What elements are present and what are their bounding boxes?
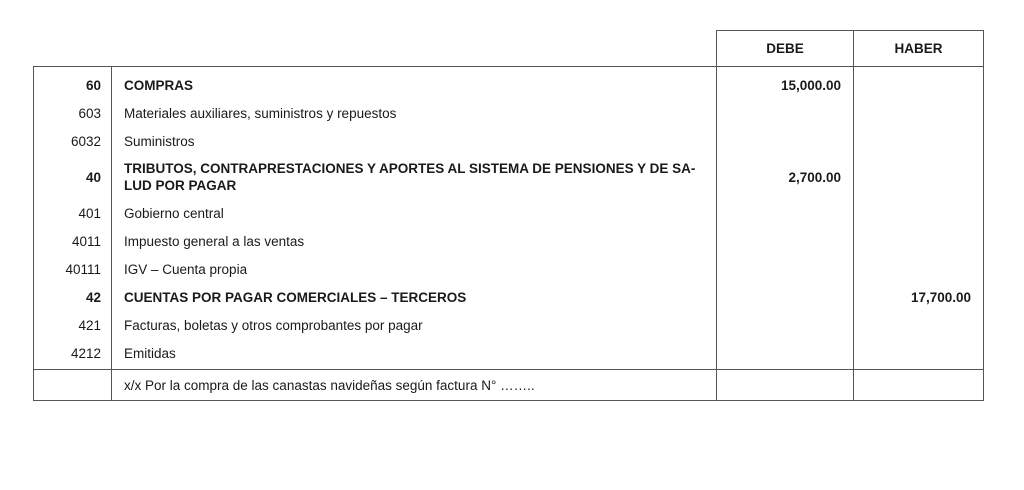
journal-entry-sheet (33, 30, 983, 401)
haber-amount (854, 155, 984, 199)
account-code: 4212 (34, 339, 112, 370)
header-blank-code (34, 31, 112, 67)
account-code: 42 (34, 283, 112, 311)
account-description: Impuesto general a las ventas (112, 227, 717, 255)
debe-amount (717, 311, 854, 339)
account-code: 60 (34, 67, 112, 100)
account-code: 401 (34, 199, 112, 227)
haber-amount (854, 255, 984, 283)
account-row (34, 155, 984, 199)
gloss-debe (717, 370, 854, 401)
debe-amount (717, 99, 854, 127)
header-row (34, 31, 984, 67)
gloss-haber (854, 370, 984, 401)
debe-amount: 2,700.00 (717, 155, 854, 199)
haber-amount (854, 339, 984, 370)
haber-amount (854, 67, 984, 100)
debe-amount (717, 283, 854, 311)
account-row (34, 99, 984, 127)
account-row (34, 127, 984, 155)
debe-amount (717, 255, 854, 283)
gloss-code (34, 370, 112, 401)
entry-gloss: x/x Por la compra de las canastas navideñas según factura N° …….. (112, 370, 717, 401)
account-description: Suministros (112, 127, 717, 155)
header-blank-desc (112, 31, 717, 67)
account-code: 4011 (34, 227, 112, 255)
debe-amount (717, 199, 854, 227)
account-description: COMPRAS (112, 67, 717, 100)
account-row (34, 67, 984, 100)
account-row (34, 283, 984, 311)
account-row (34, 199, 984, 227)
account-description: Emitidas (112, 339, 717, 370)
account-description: Gobierno central (112, 199, 717, 227)
debe-amount (717, 339, 854, 370)
account-row (34, 339, 984, 370)
debe-amount (717, 127, 854, 155)
account-row (34, 227, 984, 255)
debe-amount: 15,000.00 (717, 67, 854, 100)
haber-column-header: HABER (854, 31, 984, 67)
haber-amount (854, 127, 984, 155)
haber-amount (854, 227, 984, 255)
account-description: Materiales auxiliares, suministros y repuestos (112, 99, 717, 127)
account-description: IGV – Cuenta propia (112, 255, 717, 283)
account-row (34, 311, 984, 339)
haber-amount: 17,700.00 (854, 283, 984, 311)
account-code: 603 (34, 99, 112, 127)
debe-amount (717, 227, 854, 255)
account-description: TRIBUTOS, CONTRAPRESTACIONES Y APORTES AL SISTEMA DE PENSIONES Y DE SA-LUD POR PAGAR (112, 155, 717, 199)
haber-amount (854, 99, 984, 127)
journal-entry-table (33, 30, 984, 401)
account-code: 40111 (34, 255, 112, 283)
account-description: CUENTAS POR PAGAR COMERCIALES – TERCEROS (112, 283, 717, 311)
debe-column-header: DEBE (717, 31, 854, 67)
account-code: 40 (34, 155, 112, 199)
haber-amount (854, 199, 984, 227)
haber-amount (854, 311, 984, 339)
account-description: Facturas, boletas y otros comprobantes por pagar (112, 311, 717, 339)
entry-gloss-row (34, 370, 984, 401)
account-code: 421 (34, 311, 112, 339)
account-code: 6032 (34, 127, 112, 155)
account-row (34, 255, 984, 283)
